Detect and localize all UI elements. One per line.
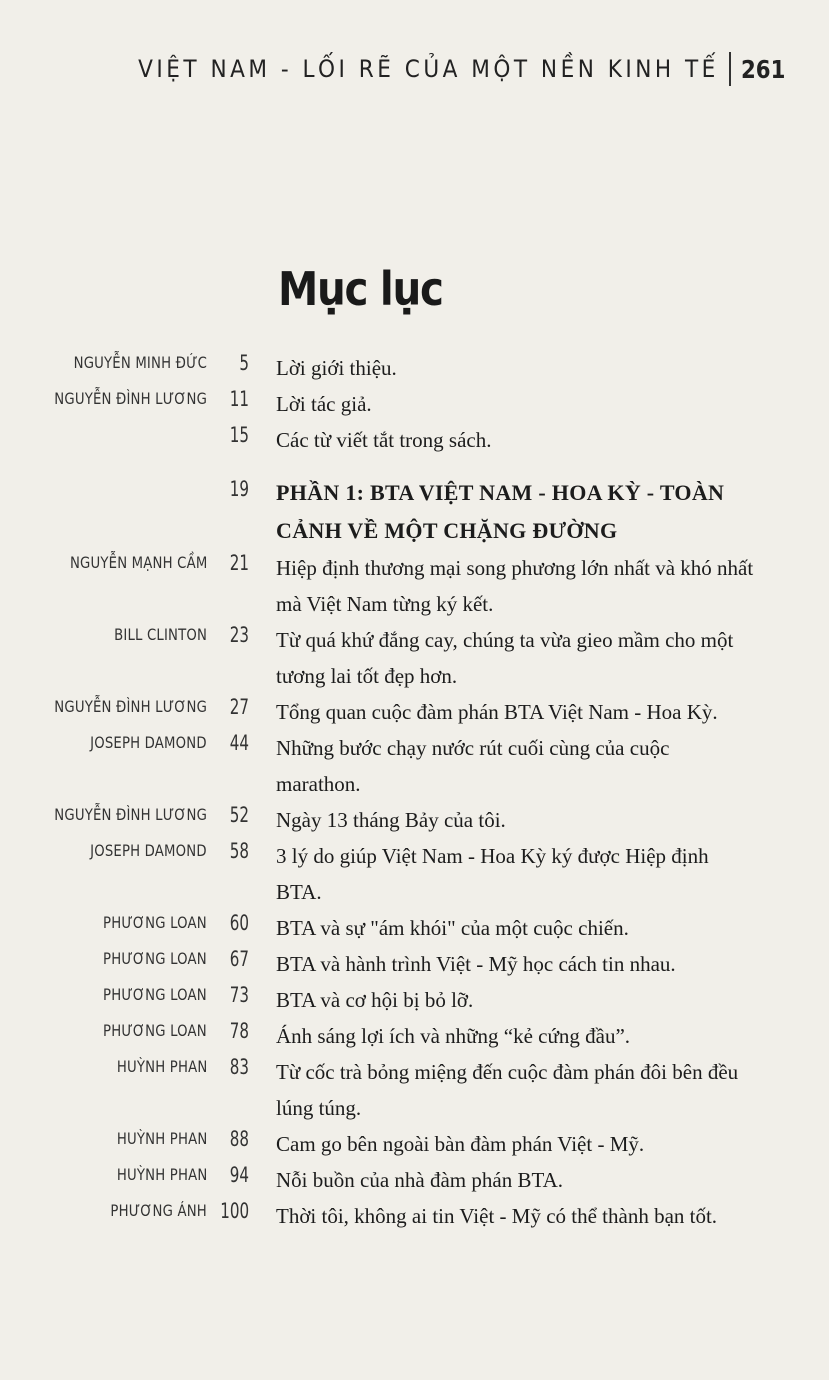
entry-title: BTA và hành trình Việt - Mỹ học cách tin nhau. [276,952,676,976]
running-header [138,52,793,86]
entry-page-number: 58 [229,839,249,863]
entry-page-number: 73 [229,983,249,1007]
entry-author: BILL CLINTON [113,625,207,644]
entry-title: Cam go bên ngoài bàn đàm phán Việt - Mỹ. [276,1132,645,1156]
entry-title: Tổng quan cuộc đàm phán BTA Việt Nam - Hoa Kỳ. [276,700,718,724]
entry-author: HUỲNH PHAN [116,1129,207,1148]
entry-author: JOSEPH DAMOND [90,841,207,860]
entry-title: Nỗi buồn của nhà đàm phán BTA. [276,1168,564,1192]
entry-title: Những bước chạy nước rút cuối cùng của cuộc marathon. [276,736,670,796]
toc-entry [0,946,829,982]
header-divider [729,52,731,86]
entry-title: 3 lý do giúp Việt Nam - Hoa Kỳ ký được Hiệp định BTA. [276,844,709,904]
entry-page-number: 44 [229,731,249,755]
entry-page-number: 88 [229,1127,249,1151]
toc-entry [0,730,829,802]
entry-author: PHƯƠNG ÁNH [110,1201,207,1220]
entry-page-number: 100 [220,1199,249,1223]
entry-author: HUỲNH PHAN [116,1165,207,1184]
toc-entry [0,422,829,458]
entry-page-number: 15 [229,423,249,447]
entry-title: Ngày 13 tháng Bảy của tôi. [276,808,506,832]
entry-page-number: 52 [229,803,249,827]
toc-entry [0,802,829,838]
entry-author: NGUYỄN ĐÌNH LƯƠNG [54,389,207,408]
entry-author: HUỲNH PHAN [116,1057,207,1076]
entry-page-number: 60 [229,911,249,935]
toc-entry [0,1162,829,1198]
entry-page-number: 21 [229,551,249,575]
entry-page-number: 5 [239,351,249,375]
entry-author: PHƯƠNG LOAN [103,985,207,1004]
entry-title: Thời tôi, không ai tin Việt - Mỹ có thể thành bạn tốt. [276,1204,718,1228]
entry-author: PHƯƠNG LOAN [103,949,207,968]
entry-page-number: 94 [229,1163,249,1187]
toc-entry [0,982,829,1018]
toc-entry [0,1126,829,1162]
entry-title: Từ cốc trà bỏng miệng đến cuộc đàm phán đôi bên đều lúng túng. [276,1060,739,1120]
entry-page-number: 83 [229,1055,249,1079]
entry-title: BTA và sự "ám khói" của một cuộc chiến. [276,916,629,940]
entry-page-number: 19 [229,477,249,501]
entry-author: NGUYỄN MINH ĐỨC [73,353,207,372]
entry-title: Từ quá khứ đắng cay, chúng ta vừa gieo mầm cho một tương lai tốt đẹp hơn. [276,628,734,688]
toc-entry [0,910,829,946]
entry-title: Lời tác giả. [276,392,372,416]
toc-entry [0,1018,829,1054]
entry-author: PHƯƠNG LOAN [103,913,207,932]
toc-entry [0,1198,829,1234]
toc-entry [0,838,829,910]
entry-author: NGUYỄN ĐÌNH LƯƠNG [54,697,207,716]
toc-entry [0,350,829,386]
entry-title: Các từ viết tắt trong sách. [276,428,492,452]
entry-page-number: 78 [229,1019,249,1043]
entry-title: Hiệp định thương mại song phương lớn nhất và khó nhất mà Việt Nam từng ký kết. [276,556,754,616]
entry-title: PHẦN 1: BTA VIỆT NAM - HOA KỲ - TOÀN CẢNH VỀ MỘT CHẶNG ĐƯỜNG [276,480,725,543]
table-of-contents [0,350,829,1234]
toc-heading: Mục lục [278,262,443,316]
toc-part-heading [0,474,829,550]
entry-page-number: 27 [229,695,249,719]
entry-title: Ánh sáng lợi ích và những “kẻ cứng đầu”. [276,1024,631,1048]
toc-entry [0,1054,829,1126]
toc-entry [0,386,829,422]
entry-author: PHƯƠNG LOAN [103,1021,207,1040]
toc-entry [0,550,829,622]
entry-author: NGUYỄN ĐÌNH LƯƠNG [54,805,207,824]
entry-page-number: 11 [229,387,249,411]
entry-author: NGUYỄN MẠNH CẦM [69,553,207,572]
entry-page-number: 23 [229,623,249,647]
book-title: VIỆT NAM - LỐI RẼ CỦA MỘT NỀN KINH TẾ [138,55,719,83]
page-number: 261 [740,54,786,84]
entry-title: Lời giới thiệu. [276,356,397,380]
entry-page-number: 67 [229,947,249,971]
toc-entry [0,694,829,730]
entry-author: JOSEPH DAMOND [90,733,207,752]
entry-title: BTA và cơ hội bị bỏ lỡ. [276,988,474,1012]
toc-entry [0,622,829,694]
